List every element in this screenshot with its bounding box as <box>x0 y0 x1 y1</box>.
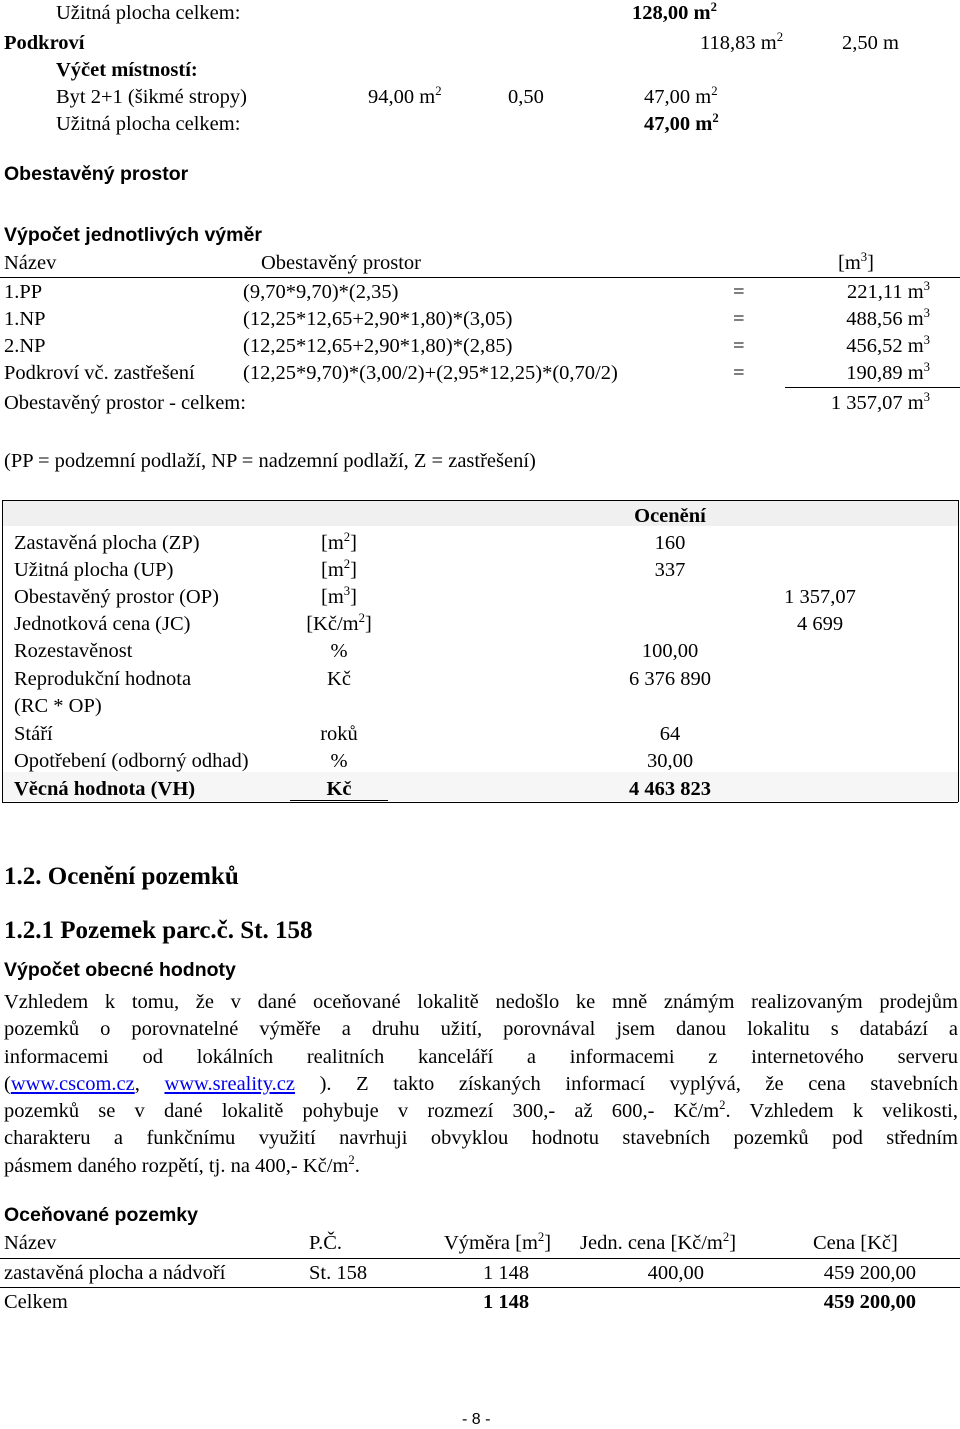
flat-area: 94,00 $m^2$ <box>368 84 442 108</box>
valuation-top-border <box>2 500 958 501</box>
valuation-row-unit: roků <box>320 723 358 745</box>
valuation-row-unit: % <box>330 640 348 662</box>
flat-label: Byt 2+1 (šikmé stropy) <box>56 86 247 108</box>
col-unit-header: $[m^3]$ <box>838 250 874 274</box>
volume-row-name: 1.NP <box>4 308 46 330</box>
land-total-rule <box>0 1287 960 1288</box>
valuation-header: Ocenění <box>634 505 706 527</box>
built-volume-heading: Obestavěný prostor <box>4 163 189 185</box>
land-col-name: Název <box>4 1232 57 1254</box>
land-total-label: Celkem <box>4 1291 68 1313</box>
volume-row-eq: = <box>733 308 745 330</box>
attic-label: Podkroví <box>4 32 85 54</box>
paragraph-line: (www.cscom.cz, www.sreality.cz ). Z takto získaných informací vyplývá, že cena stavebních <box>4 1072 959 1095</box>
volume-row-eq: = <box>733 362 745 384</box>
volume-row-eq: = <box>733 281 745 303</box>
usable-total-value: 128,00 $m^2$ <box>632 0 717 24</box>
volume-row-value: 488,56 $m^3$ <box>846 306 930 330</box>
paragraph-line: pozemků se v dané lokalitě pohybuje v rozmezí 300,- až 600,- $Kč/m^2$. Vzhledem k velikosti, <box>4 1098 959 1123</box>
valuation-row-total: 4 699 <box>796 613 844 635</box>
valuation-row-label: Obestavěný prostor (OP) <box>14 586 219 608</box>
valuation-row-label: Stáří <box>14 723 53 745</box>
attic-area: 118,83 $m^2$ <box>700 30 784 54</box>
valuation-row-value: 6 376 890 <box>629 668 711 690</box>
valuation-row-value: 100,00 <box>641 640 699 662</box>
volume-row-name: 2.NP <box>4 335 46 357</box>
valuation-row-label: Užitná plocha (UP) <box>14 559 174 581</box>
valuation-row-unit: Kč <box>327 668 351 690</box>
valuation-header-shade <box>2 500 958 526</box>
land-total-area: 1 148 <box>482 1291 530 1313</box>
valuation-row-value: 337 <box>654 559 686 581</box>
volume-total-value: 1 357,07 $m^3$ <box>830 390 930 414</box>
sum-rule <box>785 387 960 388</box>
sreality-link[interactable]: www.sreality.cz <box>164 1072 295 1095</box>
attic-height: 2,50 m <box>842 32 899 54</box>
col-volume-header: Obestavěný prostor <box>261 252 421 274</box>
attic-usable-value: 47,00 $m^2$ <box>644 111 719 135</box>
paragraph-line: charakteru a funkčnímu využití navrhuji obvyklou hodnotu stavebních pozemků pod středním <box>4 1127 958 1150</box>
final-value-unit: Kč <box>326 778 352 800</box>
valuation-row-value: 64 <box>659 723 681 745</box>
land-sub-heading: 1.2.1 Pozemek parc.č. St. 158 <box>4 917 313 944</box>
valuation-row-unit: $[m^2]$ <box>321 530 357 554</box>
paragraph-line: pásmem daného rozpětí, tj. na 400,- $Kč/m^2$. <box>4 1152 360 1177</box>
valuation-row-unit: $[Kč/m^2]$ <box>306 611 372 635</box>
market-paragraph <box>4 989 958 1180</box>
attic-usable-label: Užitná plocha celkem: <box>56 113 241 135</box>
paragraph-line: informacemi od lokálních realitních kanceláří a informacemi z internetového serveru <box>4 1045 958 1068</box>
land-total-price: 459 200,00 <box>823 1291 916 1313</box>
land-row-unit-price: 400,00 <box>647 1262 704 1284</box>
valuation-row-label: Zastavěná plocha (ZP) <box>14 532 200 554</box>
valuation-row-total: 1 357,07 <box>784 586 856 608</box>
land-col-unit-price: Jedn. cena $[Kč/m^2]$ <box>580 1230 737 1254</box>
land-header-rule <box>0 1258 960 1259</box>
header-rule <box>0 277 960 278</box>
paragraph-line: Vzhledem k tomu, že v dané oceňované lokalitě nedošlo ke mně známým realizovaným prodejům <box>4 991 958 1013</box>
valuation-right-border <box>958 500 959 802</box>
land-row-name: zastavěná plocha a nádvoří <box>4 1262 226 1284</box>
final-value-label: Věcná hodnota (VH) <box>14 778 196 800</box>
usable-total-label: Užitná plocha celkem: <box>56 2 241 24</box>
valuation-row-unit: % <box>330 750 348 772</box>
valuation-row-label: Opotřebení (odborný odhad) <box>14 750 249 772</box>
valuation-row-unit: $[m^2]$ <box>321 557 357 581</box>
valuation-row-unit: $[m^3]$ <box>321 584 357 608</box>
valuation-row-value: 160 <box>654 532 686 554</box>
valuation-row-value: 30,00 <box>646 750 694 772</box>
page-number: - 8 - <box>462 1411 491 1428</box>
volume-row-value: 221,11 $m^3$ <box>846 279 930 303</box>
land-section-heading: 1.2. Ocenění pozemků <box>4 863 239 890</box>
flat-result: 47,00 $m^2$ <box>644 84 718 108</box>
calc-heading: Výpočet jednotlivých výměr <box>4 224 262 246</box>
volume-row-formula: (12,25*9,70)*(3,00/2)+(2,95*12,25)*(0,70/2) <box>243 362 618 384</box>
cscom-link[interactable]: www.cscom.cz <box>10 1072 135 1095</box>
col-name-header: Název <box>4 252 57 274</box>
valuation-row-label: Reprodukční hodnota <box>14 668 192 690</box>
volume-row-value: 456,52 $m^3$ <box>846 333 930 357</box>
land-row-pc: St. 158 <box>309 1262 368 1284</box>
valuation-row-label: (RC * OP) <box>14 695 102 717</box>
land-row-price: 459 200,00 <box>823 1262 916 1284</box>
land-col-pc: P.Č. <box>309 1232 343 1254</box>
land-col-area: Výměra $[m^2]$ <box>444 1230 552 1254</box>
calc-value-heading: Výpočet obecné hodnoty <box>4 959 236 981</box>
volume-row-name: Podkroví vč. zastřešení <box>4 362 195 384</box>
flat-coefficient: 0,50 <box>508 86 544 108</box>
volume-row-value: 190,89 $m^3$ <box>846 360 930 384</box>
final-value: 4 463 823 <box>629 778 711 800</box>
volume-total-label: Obestavěný prostor - celkem: <box>4 392 246 414</box>
land-row-area: 1 148 <box>482 1262 530 1284</box>
volume-row-formula: (9,70*9,70)*(2,35) <box>243 281 399 303</box>
valuation-row-label: Rozestavěnost <box>14 640 133 662</box>
land-table-heading: Oceňované pozemky <box>4 1204 198 1226</box>
paragraph-line: pozemků o porovnatelné výměře a druhu užití, porovnával jsem danou lokalitu s databází a <box>4 1018 958 1041</box>
abbreviation-note: (PP = podzemní podlaží, NP = nadzemní podlaží, Z = zastřešení) <box>4 450 536 472</box>
volume-row-formula: (12,25*12,65+2,90*1,80)*(3,05) <box>243 308 513 330</box>
valuation-bottom-border <box>2 802 958 803</box>
valuation-row-label: Jednotková cena (JC) <box>14 613 191 635</box>
valuation-left-border <box>2 500 3 802</box>
unit-underline <box>290 800 388 801</box>
rooms-heading: Výčet místností: <box>56 59 198 81</box>
land-col-price: Cena [Kč] <box>813 1232 898 1254</box>
volume-row-formula: (12,25*12,65+2,90*1,80)*(2,85) <box>243 335 513 357</box>
volume-row-name: 1.PP <box>4 281 43 303</box>
volume-row-eq: = <box>733 335 745 357</box>
